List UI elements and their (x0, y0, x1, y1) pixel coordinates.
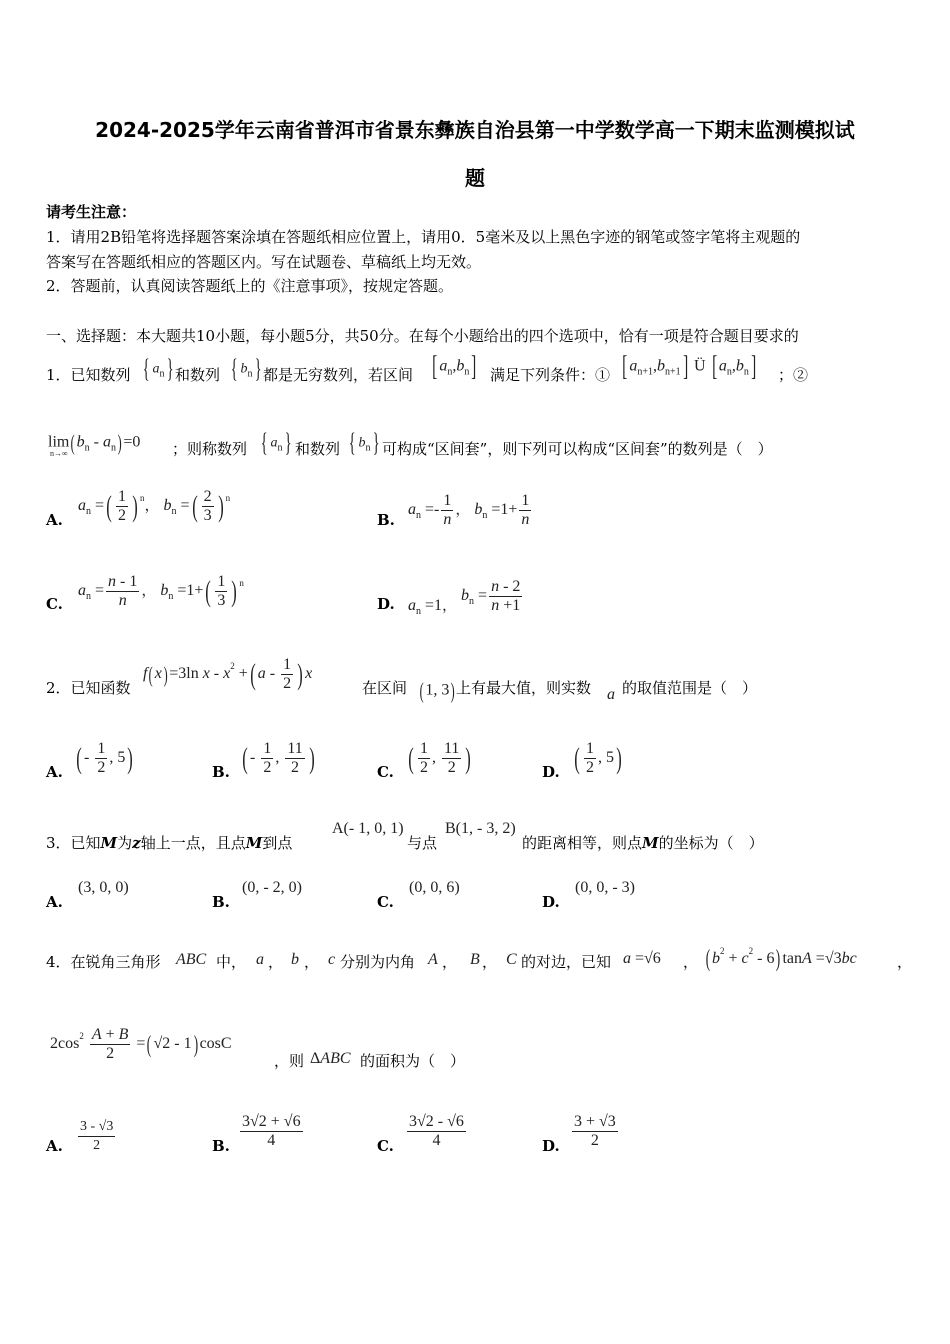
q4-text-7: ， (482, 953, 498, 971)
q3-point-a: A(- 1, 0, 1) (332, 820, 404, 837)
doc-title-line2: 题 (465, 166, 485, 190)
q4-option-d-label[interactable]: D. (542, 1137, 560, 1155)
q4-text-1: 4．在锐角三角形 (46, 953, 161, 971)
q1-option-a-formula[interactable]: $a_n$ =( $\frac{1}{2}$ ) $^n$， $b_n$ =( $\frac{2}{3}$ ) $^n$ (78, 488, 231, 524)
q3-m-1: M (100, 834, 118, 852)
q3-text-g: 的坐标为（ ） (658, 834, 764, 852)
q1-option-c-comma: ， (141, 581, 157, 600)
q4-angle-b: B (470, 951, 480, 968)
q3-option-b-label[interactable]: B. (212, 893, 230, 911)
q2-text-3: 上有最大值，则实数 (456, 679, 592, 697)
q4-condition-1: ( $b^2 + c^2 - 6$) tanA =√3bc (705, 946, 857, 973)
q1-text-7: 和数列 (295, 440, 341, 458)
q4-a-value: a =√6 (623, 950, 661, 967)
q3-text-e: 与点 (407, 834, 438, 852)
q4-text-12: 的面积为（ ） (360, 1052, 466, 1070)
q2-option-d-label[interactable]: D. (542, 763, 560, 781)
q1-text-6: ；则称数列 (172, 440, 248, 458)
q3-option-b-value[interactable]: (0, - 2, 0) (242, 879, 302, 896)
q4-b: b (291, 951, 299, 968)
notice-line1a: 1．请用2B铅笔将选择题答案涂填在答题纸相应位置上，请用0．5毫米及以上黑色字迹的钢笔或签字笔将主观题的 (46, 228, 801, 246)
q1-option-d-formula[interactable]: $a_n =1$， $b_n$ = $\frac{n - 2}{n +1}$ (408, 578, 521, 618)
q1-option-b-label[interactable]: B. (377, 511, 395, 529)
q2-interval: ( 1, 3) (419, 678, 456, 703)
q1-seq-a: { $a_n$ } (142, 354, 175, 383)
q3-z: z (132, 834, 141, 852)
q4-abc: ABC (176, 951, 207, 968)
q4-text-8: 的对边，已知 (521, 953, 612, 971)
q1-seq-a-2: { $a_n$ } (260, 428, 293, 457)
q4-text-11: ，则 (274, 1052, 305, 1070)
q1-text-3: 都是无穷数列，若区间 (263, 366, 414, 384)
q4-text-10: ， (897, 953, 913, 971)
q3-option-a-label[interactable]: A. (46, 893, 63, 911)
q3-option-c-value[interactable]: (0, 0, 6) (409, 879, 460, 896)
q3-m-3: M (642, 834, 659, 852)
q1-option-b-comma: ， (455, 500, 471, 519)
q4-text-2: 中， (216, 953, 247, 971)
q2-option-b-formula[interactable]: ( - $\frac{1}{2}$ , $\frac{11}{2}$ ) (242, 740, 315, 776)
q3-text-c: 轴上一点，且点 (140, 834, 246, 852)
q1-condition-1: [ $a_{n+1},b_{n+1}$] Ü [ $a_n,b_n$] (622, 351, 757, 382)
q2-option-a-label[interactable]: A. (46, 763, 63, 781)
q4-option-d-formula[interactable]: $\frac{3 + √3}{2}$ (574, 1113, 616, 1149)
notice-heading: 请考生注意： (46, 203, 137, 221)
q2-text-4: 的取值范围是（ ） (622, 679, 758, 697)
q1-seq-b: { $b_n$ } (230, 354, 263, 383)
q4-option-c-formula[interactable]: $\frac{3√2 - √6}{4}$ (409, 1113, 464, 1149)
q4-option-a-label[interactable]: A. (46, 1137, 63, 1155)
q3-text-a: 3．已知 (46, 834, 101, 852)
q3-option-c-label[interactable]: C. (377, 893, 394, 911)
q4-text-3: ， (268, 953, 284, 971)
notice-line1b: 答案写在答题纸相应的答题区内。写在试题卷、草稿纸上均无效。 (46, 253, 482, 271)
q3-text-b: 为 (117, 834, 133, 852)
q1-text-1: 1．已知数列 (46, 366, 131, 384)
q2-option-a-formula[interactable]: ( - $\frac{1}{2}$ , 5) (76, 740, 134, 776)
q3-option-d-value[interactable]: (0, 0, - 3) (575, 879, 635, 896)
q4-option-c-label[interactable]: C. (377, 1137, 394, 1155)
q2-option-b-label[interactable]: B. (212, 763, 230, 781)
q4-option-a-formula[interactable]: $\frac{3 - √3}{2}$ (80, 1119, 114, 1153)
q3-text-fg (522, 834, 764, 852)
q4-text-4: ， (304, 953, 320, 971)
q1-text-8: 可构成“区间套”，则下列可以构成“区间套”的数列是（ ） (382, 440, 773, 458)
q4-text-5: 分别为内角 (340, 953, 416, 971)
section-heading: 一、选择题：本大题共10小题，每小题5分，共50分。在每个小题给出的四个选项中，恰有一项是符合题目要求的 (46, 327, 799, 345)
q1-option-c-label[interactable]: C. (46, 595, 63, 613)
q1-text-4: 满足下列条件：① (490, 366, 611, 384)
doc-title-line1: 2024-2025学年云南省普洱市省景东彝族自治县第一中学数学高一下期末监测模拟试 (95, 118, 855, 142)
q3-option-a-value[interactable]: (3, 0, 0) (78, 879, 129, 896)
q1-option-d-label[interactable]: D. (377, 595, 395, 613)
q3-text (46, 834, 292, 852)
q3-point-b: B(1, - 3, 2) (445, 820, 516, 837)
q4-triangle: ΔABC (310, 1050, 351, 1067)
q2-option-c-formula[interactable]: ( $\frac{1}{2}$ , $\frac{11}{2}$ ) (408, 740, 472, 776)
q1-text-5: ；② (778, 366, 809, 384)
q1-condition-2: lim n→∞ ( $b_n - a_n) =0$ (48, 430, 141, 458)
q1-option-b-formula[interactable]: $a_n$ =- $\frac{1}{n}$ ， $b_n =1+$ $\frac{1}{n}$ (408, 492, 530, 528)
q1-interval: [ $a_n,b_n$] (432, 351, 477, 382)
q4-option-b-label[interactable]: B. (212, 1137, 230, 1155)
q1-text-2: 和数列 (175, 366, 221, 384)
q4-angle-c: C (506, 951, 517, 968)
q2-text-1: 2．已知函数 (46, 679, 131, 697)
q2-option-c-label[interactable]: C. (377, 763, 394, 781)
q1-option-a-comma: ， (144, 496, 160, 515)
notice-line2: 2．答题前，认真阅读答题纸上的《注意事项》，按规定答题。 (46, 277, 454, 295)
q4-condition-2: $2\cos^2$ $\frac{A + B}{2}$ =( √2 - 1) cosC (50, 1026, 232, 1062)
q3-text-f: 的距离相等，则点 (522, 834, 643, 852)
q1-option-d-comma: ， (442, 596, 458, 615)
q4-angle-a: A (428, 951, 438, 968)
q2-function: f( x) =3ln x - $x^2$ +( a - $\frac{1}{2}$ ) x (143, 656, 313, 692)
q3-text-d: 到点 (262, 834, 293, 852)
q4-text-6: ， (442, 953, 458, 971)
q3-option-d-label[interactable]: D. (542, 893, 560, 911)
q3-m-2: M (245, 834, 263, 852)
q2-var-a: a (607, 686, 615, 703)
q1-option-c-formula[interactable]: $a_n$ = $\frac{n - 1}{n}$ ， $b_n =1+$( $\frac{1}{3}$ ) $^n$ (78, 573, 244, 609)
q2-option-d-formula[interactable]: ( $\frac{1}{2}$ , 5) (574, 740, 622, 776)
q4-option-b-formula[interactable]: $\frac{3√2 + √6}{4}$ (242, 1113, 301, 1149)
q2-text-2: 在区间 (362, 679, 408, 697)
q4-a: a (256, 951, 264, 968)
q1-seq-b-2: { $b_n$ } (348, 428, 381, 457)
q4-text-9: ， (683, 953, 699, 971)
q1-option-a-label[interactable]: A. (46, 511, 63, 529)
q4-c: c (328, 951, 336, 968)
